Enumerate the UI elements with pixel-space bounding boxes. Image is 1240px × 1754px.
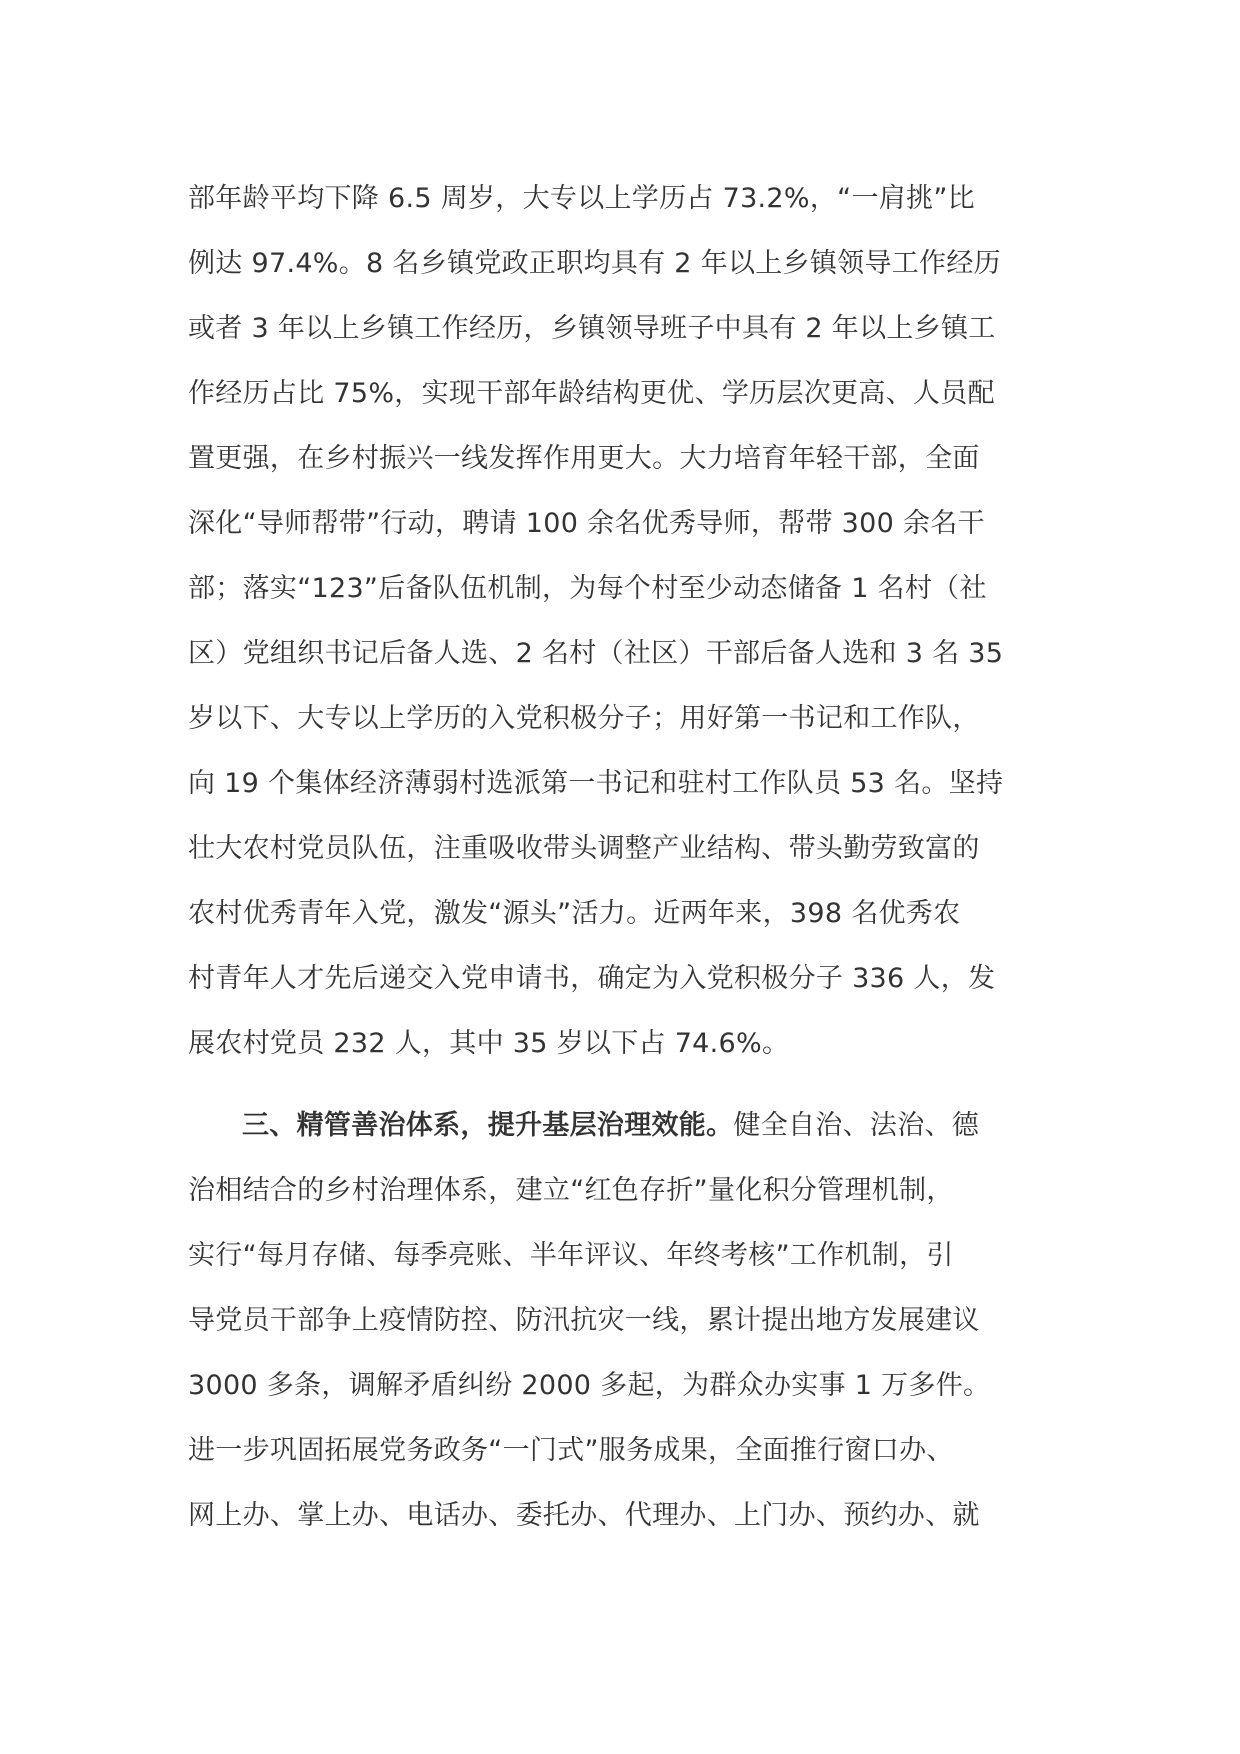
text-line: 治相结合的乡村治理体系，建立“红色存折”量化积分管理机制， (188, 1175, 954, 1206)
text-line: 部年龄平均下降 6.5 周岁，大专以上学历占 73.2%，“一肩挑”比 (188, 183, 975, 214)
text-line: 农村优秀青年入党，激发“源头”活力。近两年来，398 名优秀农 (188, 898, 961, 929)
text-line: 展农村党员 232 人，其中 35 岁以下占 74.6%。 (188, 1028, 790, 1059)
text-line: 区）党组织书记后备人选、2 名村（社区）干部后备人选和 3 名 35 (188, 638, 1004, 669)
text-line: 导党员干部争上疫情防控、防汛抗灾一线，累计提出地方发展建议 (188, 1305, 980, 1336)
heading-continuation: 健全自治、法治、德 (733, 1110, 980, 1141)
text-line: 村青年人才先后递交入党申请书，确定为入党积极分子 336 人，发 (188, 963, 996, 994)
text-line: 或者 3 年以上乡镇工作经历，乡镇领导班子中具有 2 年以上乡镇工 (188, 313, 996, 344)
text-line: 进一步巩固拓展党务政务“一门式”服务成果，全面推行窗口办、 (188, 1435, 954, 1466)
text-line: 网上办、掌上办、电话办、委托办、代理办、上门办、预约办、就 (188, 1500, 980, 1531)
text-line: 作经历占比 75%，实现干部年龄结构更优、学历层次更高、人员配 (188, 378, 995, 409)
text-line: 壮大农村党员队伍，注重吸收带头调整产业结构、带头勤劳致富的 (188, 833, 980, 864)
paragraph-governance (188, 1093, 1056, 1548)
text-line: 例达 97.4%。8 名乡镇党政正职均具有 2 年以上乡镇领导工作经历 (188, 248, 1001, 279)
section-heading: 三、精管善治体系，提升基层治理效能。 (242, 1110, 734, 1141)
paragraph-first-line (188, 1093, 1056, 1158)
text-line: 3000 多条，调解矛盾纠纷 2000 多起，为群众办实事 1 万多件。 (188, 1370, 991, 1401)
text-line: 深化“导师帮带”行动，聘请 100 余名优秀导师，帮带 300 余名干 (188, 508, 985, 539)
text-line: 置更强，在乡村振兴一线发挥作用更大。大力培育年轻干部，全面 (188, 443, 980, 474)
text-line: 岁以下、大专以上学历的入党积极分子；用好第一书记和工作队， (188, 703, 980, 734)
paragraph-cadre-stats (188, 166, 1056, 1076)
text-line: 向 19 个集体经济薄弱村选派第一书记和驻村工作队员 53 名。坚持 (188, 768, 1004, 799)
text-line: 部；落实“123”后备队伍机制，为每个村至少动态储备 1 名村（社 (188, 573, 987, 604)
text-line: 实行“每月存储、每季亮账、半年评议、年终考核”工作机制，引 (188, 1240, 954, 1271)
